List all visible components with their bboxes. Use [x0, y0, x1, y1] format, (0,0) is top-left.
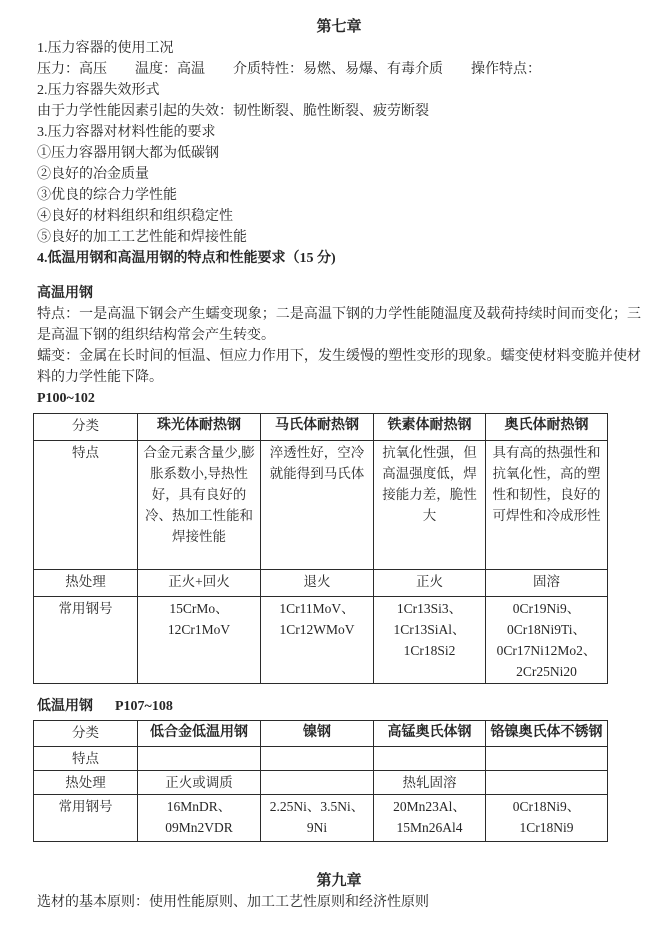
table-header-martensitic: 马氏体耐热钢 — [261, 414, 374, 441]
table-cell-empty — [261, 771, 374, 795]
table-row-label: 特点 — [34, 441, 138, 570]
low-temp-steel-table — [33, 720, 608, 842]
table-row-heat-treatment — [34, 771, 608, 795]
list-item-4: ④良好的材料组织和组织稳定性 — [37, 209, 233, 224]
body-line-material-requirements: 3.压力容器对材料性能的要求 — [37, 125, 216, 140]
list-item-5: ⑤良好的加工工艺性能和焊接性能 — [37, 230, 247, 245]
body-line-pressure-temp-medium: 压力：高压 温度：高温 介质特性：易燃、易爆、有毒介质 操作特点： — [37, 62, 541, 77]
table-cell: 2.25Ni、3.5Ni、9Ni — [261, 795, 374, 842]
body-line-question4-heading: 4.低温用钢和高温用钢的特点和性能要求（15 分) — [37, 251, 336, 266]
table-row-steel-grades — [34, 597, 608, 684]
table-row-label: 热处理 — [34, 771, 138, 795]
body-line-usage-conditions: 1.压力容器的使用工况 — [37, 41, 174, 56]
list-item-2: ②良好的冶金质量 — [37, 167, 149, 182]
high-temp-steel-table — [33, 413, 608, 684]
table-header-pearlitic: 珠光体耐热钢 — [138, 414, 261, 441]
body-line-failure-types: 由于力学性能因素引起的失效：韧性断裂、脆性断裂、疲劳断裂 — [37, 104, 429, 119]
table-header-high-mn-austenitic: 高锰奥氏体钢 — [374, 721, 486, 747]
table-header-low-alloy: 低合金低温用钢 — [138, 721, 261, 747]
table-row-label: 常用钢号 — [34, 597, 138, 684]
table-cell: 20Mn23Al、15Mn26Al4 — [374, 795, 486, 842]
table-cell-empty — [374, 747, 486, 771]
high-temp-features-paragraph: 特点：一是高温下钢会产生蠕变现象；二是高温下钢的力学性能随温度及载荷持续时间而变化；三是高温下钢的组织结构常会产生转变。 — [37, 307, 641, 343]
list-item-1: ①压力容器用钢大都为低碳钢 — [37, 146, 219, 161]
table-header-austenitic: 奥氏体耐热钢 — [486, 414, 608, 441]
table-cell: 0Cr18Ni9、1Cr18Ni9 — [486, 795, 608, 842]
table-header-row — [34, 414, 608, 441]
table-row-features — [34, 747, 608, 771]
table-cell: 固溶 — [486, 570, 608, 597]
body-line-material-selection: 选材的基本原则：使用性能原则、加工工艺性原则和经济性原则 — [37, 895, 429, 910]
table-cell: 合金元素含量少,膨胀系数小,导热性好，具有良好的冷、热加工性能和焊接性能 — [138, 441, 261, 570]
table-cell: 正火+回火 — [138, 570, 261, 597]
table-cell: 正火 — [374, 570, 486, 597]
table-cell: 16MnDR、09Mn2VDR — [138, 795, 261, 842]
table-header-row — [34, 721, 608, 747]
creep-definition-paragraph: 蠕变：金属在长时间的恒温、恒应力作用下，发生缓慢的塑性变形的现象。蠕变使材料变脆并使材料的力学性能下降。 — [37, 349, 641, 385]
table-header-ferritic: 铁素体耐热钢 — [374, 414, 486, 441]
table-cell: 热轧固溶 — [374, 771, 486, 795]
list-item-3: ③优良的综合力学性能 — [37, 188, 177, 203]
table-row-label: 特点 — [34, 747, 138, 771]
table-row-heat-treatment — [34, 570, 608, 597]
table-header-category: 分类 — [34, 721, 138, 747]
table-row-label: 常用钢号 — [34, 795, 138, 842]
table-cell: 退火 — [261, 570, 374, 597]
table-cell-empty — [486, 747, 608, 771]
table-header-category: 分类 — [34, 414, 138, 441]
table-cell: 具有高的热强性和抗氧化性，高的塑性和韧性，良好的可焊性和冷成形性 — [486, 441, 608, 570]
table-cell: 正火或调质 — [138, 771, 261, 795]
table-row-label: 热处理 — [34, 570, 138, 597]
table-cell: 抗氧化性强，但高温强度低，焊接能力差，脆性大 — [374, 441, 486, 570]
high-temp-steel-heading: 高温用钢 — [37, 286, 93, 301]
table-cell: 1Cr13Si3、1Cr13SiAl、1Cr18Si2 — [374, 597, 486, 684]
chapter9-title: 第九章 — [316, 873, 362, 889]
body-line-failure-forms: 2.压力容器失效形式 — [37, 83, 160, 98]
table-cell-empty — [138, 747, 261, 771]
low-temp-steel-heading: 低温用钢 — [37, 699, 93, 714]
table-row-features — [34, 441, 608, 570]
table-cell: 15CrMo、12Cr1MoV — [138, 597, 261, 684]
table-cell: 淬透性好，空冷就能得到马氏体 — [261, 441, 374, 570]
table-header-nickel-steel: 镍钢 — [261, 721, 374, 747]
chapter7-title: 第七章 — [316, 19, 362, 35]
page-ref-high-temp: P100~102 — [37, 391, 95, 406]
table-cell-empty — [486, 771, 608, 795]
table-row-steel-grades — [34, 795, 608, 842]
table-cell: 1Cr11MoV、1Cr12WMoV — [261, 597, 374, 684]
table-cell: 0Cr19Ni9、0Cr18Ni9Ti、0Cr17Ni12Mo2、2Cr25Ni20 — [486, 597, 608, 684]
page-ref-low-temp: P107~108 — [115, 699, 173, 714]
table-cell-empty — [261, 747, 374, 771]
table-header-crni-stainless: 铬镍奥氏体不锈钢 — [486, 721, 608, 747]
